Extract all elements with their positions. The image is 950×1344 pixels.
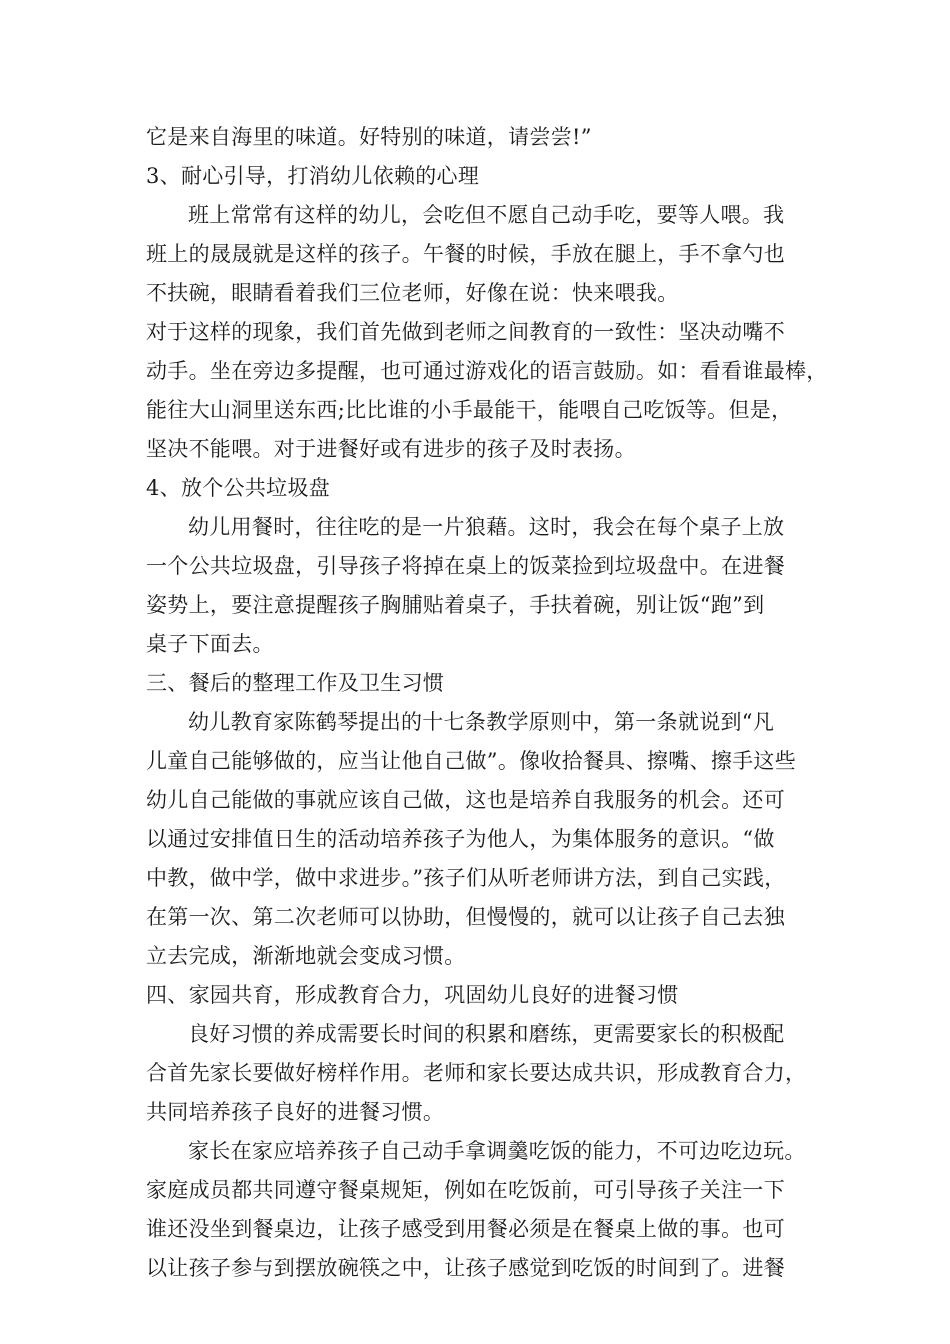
text-line: 它是来自海里的味道。好特别的味道，请尝尝!” <box>146 125 592 149</box>
text-line: 在第一次、第二次老师可以协助，但慢慢的，就可以让孩子自己去独 <box>146 905 785 929</box>
text-line: 四、家园共育，形成教育合力，巩固幼儿良好的进餐习惯 <box>146 983 679 1007</box>
text-line: 良好习惯的养成需要长时间的积累和磨练，更需要家长的积极配 <box>188 1022 785 1046</box>
text-line: 以通过安排值日生的活动培养孩子为他人，为集体服务的意识。“做 <box>146 827 775 851</box>
text-line: 家庭成员都共同遵守餐桌规矩，例如在吃饭前，可引导孩子关注一下 <box>146 1178 785 1202</box>
document-body <box>146 118 828 1288</box>
text-line: 三、餐后的整理工作及卫生习惯 <box>146 671 445 695</box>
text-line: 立去完成，渐渐地就会变成习惯。 <box>146 944 466 968</box>
text-line: 以让孩子参与到摆放碗筷之中，让孩子感觉到吃饭的时间到了。进餐 <box>146 1256 785 1280</box>
text-line: 姿势上，要注意提醒孩子胸脯贴着桌子，手扶着碗，别让饭“跑”到 <box>146 593 765 617</box>
text-line: 动手。坐在旁边多提醒，也可通过游戏化的语言鼓励。如：看看谁最棒， <box>146 359 828 383</box>
text-line: 3、耐心引导，打消幼儿依赖的心理 <box>146 164 480 188</box>
text-line: 一个公共垃圾盘，引导孩子将掉在桌上的饭菜捡到垃圾盘中。在进餐 <box>146 554 785 578</box>
text-line: 中教，做中学，做中求进步。”孩子们从听老师讲方法，到自己实践， <box>146 866 786 890</box>
text-line: 对于这样的现象，我们首先做到老师之间教育的一致性：坚决动嘴不 <box>146 320 785 344</box>
text-line: 儿童自己能够做的，应当让他自己做”。像收拾餐具、擦嘴、擦手这些 <box>146 749 797 773</box>
text-line: 谁还没坐到餐桌边，让孩子感受到用餐必须是在餐桌上做的事。也可 <box>146 1217 785 1241</box>
text-line: 幼儿教育家陈鹤琴提出的十七条教学原则中，第一条就说到“凡 <box>188 710 775 734</box>
text-line: 幼儿用餐时，往往吃的是一片狼藉。这时，我会在每个桌子上放 <box>188 515 785 539</box>
text-line: 班上的晟晟就是这样的孩子。午餐的时候，手放在腿上，手不拿勺也 <box>146 242 785 266</box>
text-line: 家长在家应培养孩子自己动手拿调羹吃饭的能力，不可边吃边玩。 <box>188 1139 806 1163</box>
text-line: 合首先家长要做好榜样作用。老师和家长要达成共识，形成教育合力， <box>146 1061 807 1085</box>
text-line: 4、放个公共垃圾盘 <box>146 476 331 500</box>
text-line: 桌子下面去。 <box>146 632 274 656</box>
text-line: 共同培养孩子良好的进餐习惯。 <box>146 1100 445 1124</box>
text-line: 能往大山洞里送东西;比比谁的小手最能干，能喂自己吃饭等。但是， <box>146 398 793 422</box>
text-line: 不扶碗，眼睛看着我们三位老师，好像在说：快来喂我。 <box>146 281 679 305</box>
text-line: 坚决不能喂。对于进餐好或有进步的孩子及时表扬。 <box>146 437 636 461</box>
text-line: 班上常常有这样的幼儿，会吃但不愿自己动手吃，要等人喂。我 <box>188 203 785 227</box>
text-line: 幼儿自己能做的事就应该自己做，这也是培养自我服务的机会。还可 <box>146 788 785 812</box>
